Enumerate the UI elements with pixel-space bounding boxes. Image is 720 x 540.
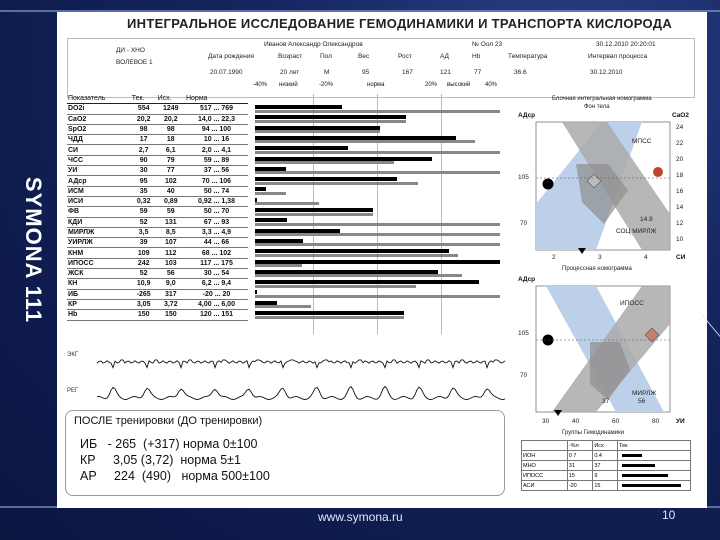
bar-row xyxy=(249,166,505,175)
note-title: ПОСЛЕ тренировки (ДО тренировки) xyxy=(74,415,263,427)
nomogram-2-bottom-title: Группы Гемодинамики xyxy=(562,430,625,436)
patient-header xyxy=(67,38,695,98)
nomogram-2-x-pointer xyxy=(554,410,562,416)
table-row xyxy=(67,289,248,299)
mini-cell-a: -20 xyxy=(567,481,593,491)
header-col-value: 30.12.2010 xyxy=(590,69,623,76)
mini-table-header-cell: Тек xyxy=(618,441,691,451)
bar-current xyxy=(255,105,342,109)
bar-row xyxy=(249,248,505,257)
cell-name: CaO2 xyxy=(67,114,131,124)
bar-current xyxy=(255,177,397,181)
bar-current xyxy=(255,249,449,253)
mini-table-header xyxy=(522,441,691,451)
bar-row xyxy=(249,289,505,298)
mini-cell-bar xyxy=(618,451,691,461)
reg-label: РЕГ xyxy=(67,388,79,394)
mini-cell-b: 15 xyxy=(593,481,618,491)
cell-norm: 120 ... 151 xyxy=(185,310,248,320)
cell-name: ЧСС xyxy=(67,155,131,165)
bar-row xyxy=(249,197,505,206)
table-row xyxy=(67,145,248,155)
mini-cell-b: 37 xyxy=(593,461,618,471)
header-col-value: 20.07.1990 xyxy=(210,69,243,76)
cell-cur: 0,32 xyxy=(131,196,157,206)
cell-base: 102 xyxy=(157,176,185,186)
cell-norm: 94 ... 100 xyxy=(185,124,248,134)
nomogram-1-x-tick: 2 xyxy=(552,254,556,261)
nomogram-1-x-tick: 4 xyxy=(644,254,648,261)
table-row xyxy=(67,258,248,268)
y-tick: 22 xyxy=(676,140,684,147)
bar-current xyxy=(255,311,404,315)
bar-baseline xyxy=(255,295,500,298)
bar-row xyxy=(249,228,505,237)
header-col-value: 167 xyxy=(402,69,413,76)
cell-base: 107 xyxy=(157,238,185,248)
mini-cell-name: ИОН xyxy=(522,451,568,461)
bar-current xyxy=(255,167,286,171)
mini-cell-a: 15 xyxy=(567,471,593,481)
cell-cur: 52 xyxy=(131,217,157,227)
cell-cur: 17 xyxy=(131,135,157,145)
cell-base: 18 xyxy=(157,135,185,145)
cell-norm: 6,2 ... 9,4 xyxy=(185,279,248,289)
cell-name: SpO2 xyxy=(67,124,131,134)
cell-norm: 517 ... 769 xyxy=(185,104,248,114)
note-line-ib: ИБ - 265 (+317) норма 0±100 xyxy=(80,437,258,451)
mini-cell-bar xyxy=(618,461,691,471)
bar-baseline xyxy=(255,264,302,267)
bar-row xyxy=(249,279,505,288)
parameters-table xyxy=(67,94,248,321)
bar-baseline xyxy=(255,285,416,288)
bar-row xyxy=(249,217,505,226)
y-tick: 18 xyxy=(676,172,684,179)
mini-bar xyxy=(622,454,642,457)
cell-name: АДср xyxy=(67,176,131,186)
bar-current xyxy=(255,187,266,191)
table-row xyxy=(67,114,248,124)
cell-name: УИРЛЖ xyxy=(67,238,131,248)
bar-baseline xyxy=(255,254,458,257)
bar-current xyxy=(255,157,432,161)
header-col-label: Температура xyxy=(508,53,548,60)
y-tick: 12 xyxy=(676,220,684,227)
bar-current xyxy=(255,146,348,150)
cell-norm: 44 ... 66 xyxy=(185,238,248,248)
report-datetime: 30.12.2010 20:20:01 xyxy=(596,41,656,48)
table-row xyxy=(67,176,248,186)
bar-row xyxy=(249,145,505,154)
scale-label: 20% xyxy=(425,82,438,88)
mini-cell-a: 0 7 xyxy=(567,451,593,461)
mini-cell-b: 0.4 xyxy=(593,451,618,461)
table-row xyxy=(67,310,248,320)
nomogram-2-x-tick: 30 xyxy=(542,418,550,425)
cell-name: ЖСК xyxy=(67,269,131,279)
mini-cell-bar xyxy=(618,481,691,491)
scale-label: низкий xyxy=(279,82,298,88)
table-row xyxy=(67,217,248,227)
header-col-value: 121 xyxy=(440,69,451,76)
bar-current xyxy=(255,218,287,222)
mini-table-row xyxy=(522,451,691,461)
bar-current xyxy=(255,136,456,140)
side-title-text: SYMONA 111 xyxy=(21,176,47,324)
header-col-label: Пол xyxy=(320,53,332,60)
cell-norm: 4,00 ... 6,00 xyxy=(185,299,248,309)
table-row xyxy=(67,124,248,134)
cell-cur: 52 xyxy=(131,269,157,279)
ecg-line xyxy=(97,360,505,368)
cell-norm: -20 ... 20 xyxy=(185,289,248,299)
table-row xyxy=(67,207,248,217)
header-col-label: Возраст xyxy=(278,53,303,60)
cell-name: КДИ xyxy=(67,217,131,227)
table-row xyxy=(67,155,248,165)
nomogram-2-y-label: АДср xyxy=(518,276,536,283)
cell-norm: 2,0 ... 4,1 xyxy=(185,145,248,155)
y-tick: 20 xyxy=(676,156,684,163)
nomogram-1-marker-value: 105 xyxy=(518,174,529,181)
nomogram-1-point-current xyxy=(543,179,554,190)
bar-row xyxy=(249,125,505,134)
cell-base: 59 xyxy=(157,207,185,217)
y-tick: 14 xyxy=(676,204,684,211)
cell-name: КН xyxy=(67,279,131,289)
cell-base: 103 xyxy=(157,258,185,268)
cell-base: 3,72 xyxy=(157,299,185,309)
bar-baseline xyxy=(255,130,380,133)
bar-row xyxy=(249,310,505,319)
summary-note xyxy=(65,410,505,496)
cell-name: ЧДД xyxy=(67,135,131,145)
cell-cur: 242 xyxy=(131,258,157,268)
record-number: № Оол 23 xyxy=(472,41,503,48)
table-row xyxy=(67,196,248,206)
cell-base: 0,89 xyxy=(157,196,185,206)
mini-bar xyxy=(622,464,655,467)
ecg-label: ЭКГ xyxy=(67,352,79,358)
scale-label: норма xyxy=(367,82,385,88)
cell-norm: 50 ... 74 xyxy=(185,186,248,196)
page-number: 10 xyxy=(662,508,676,522)
bar-current xyxy=(255,280,479,284)
bar-current xyxy=(255,260,500,264)
header-col-label: АД xyxy=(440,53,449,60)
side-title xyxy=(16,150,50,350)
mini-bar xyxy=(622,484,681,487)
table-row xyxy=(67,227,248,237)
cell-cur: 30 xyxy=(131,166,157,176)
cell-name: ИПОСС xyxy=(67,258,131,268)
cell-base: 79 xyxy=(157,155,185,165)
nomogram-2-x-label: УИ xyxy=(676,418,685,425)
cell-norm: 37 ... 56 xyxy=(185,166,248,176)
mini-table-row xyxy=(522,471,691,481)
y-tick: 24 xyxy=(676,124,684,131)
cell-cur: 59 xyxy=(131,207,157,217)
cell-base: 40 xyxy=(157,186,185,196)
cell-cur: -265 xyxy=(131,289,157,299)
cell-base: 112 xyxy=(157,248,185,258)
cell-base: 20,2 xyxy=(157,114,185,124)
cell-name: DO2i xyxy=(67,104,131,114)
table-header-row xyxy=(67,94,248,104)
mini-cell-a: 31 xyxy=(567,461,593,471)
cell-name: КНМ xyxy=(67,248,131,258)
nomogram-panel xyxy=(512,94,702,502)
nomogram-graphics xyxy=(512,94,702,424)
nomogram-2-marker-value: 105 xyxy=(518,330,529,337)
nomogram-1-region-2: СОЦ МИРЛЖ xyxy=(616,228,657,235)
table-row xyxy=(67,248,248,258)
cell-norm: 0,92 ... 1,38 xyxy=(185,196,248,206)
mini-table-row xyxy=(522,461,691,471)
cell-base: 98 xyxy=(157,124,185,134)
nomogram-1-marker-red xyxy=(653,167,663,177)
scale-label: высокий xyxy=(447,82,471,88)
bar-baseline xyxy=(255,182,418,185)
header-col-value: 95 xyxy=(362,69,370,76)
cell-cur: 109 xyxy=(131,248,157,258)
note-line-ar: АР 224 (490) норма 500±100 xyxy=(80,469,270,483)
bar-baseline xyxy=(255,274,462,277)
nomogram-2-x-tick: 60 xyxy=(612,418,620,425)
nomogram-1-subtitle: Фон тела xyxy=(584,104,610,110)
bar-baseline xyxy=(255,202,319,205)
nomogram-1-tick-a: 70 xyxy=(520,220,528,227)
bar-row xyxy=(249,156,505,165)
cell-name: МИРЛЖ xyxy=(67,227,131,237)
table-header: Показатель xyxy=(67,94,131,104)
table-row xyxy=(67,186,248,196)
mini-table-header-cell xyxy=(522,441,568,451)
nomogram-1-region-1: МПСС xyxy=(632,138,652,145)
bar-baseline xyxy=(255,243,500,246)
bar-baseline xyxy=(255,223,500,226)
bar-current xyxy=(255,301,277,305)
report-sheet xyxy=(57,12,707,508)
cell-base: 6,1 xyxy=(157,145,185,155)
cell-cur: 3,5 xyxy=(131,227,157,237)
bar-baseline xyxy=(255,161,394,164)
mini-cell-b: 9 xyxy=(593,471,618,481)
bar-row xyxy=(249,269,505,278)
header-col-label: Вес xyxy=(358,53,370,60)
cell-base: 77 xyxy=(157,166,185,176)
cell-norm: 50 ... 70 xyxy=(185,207,248,217)
cell-cur: 98 xyxy=(131,124,157,134)
header-col-label: Hb xyxy=(472,53,481,60)
mini-table-header-cell: -%л xyxy=(567,441,593,451)
table-row xyxy=(67,104,248,114)
nomogram-2-tick-b: 56 xyxy=(638,398,646,405)
cell-base: 150 xyxy=(157,310,185,320)
bar-baseline xyxy=(255,120,406,123)
cell-base: 1249 xyxy=(157,104,185,114)
y-tick: 16 xyxy=(676,188,684,195)
cell-base: 317 xyxy=(157,289,185,299)
cell-base: 56 xyxy=(157,269,185,279)
mini-cell-name: МНО xyxy=(522,461,568,471)
table-row xyxy=(67,299,248,309)
bar-row xyxy=(249,238,505,247)
table-header: Норма xyxy=(185,94,248,104)
bar-row xyxy=(249,207,505,216)
nomogram-1-title: Блочная интегральная номограмма xyxy=(552,96,652,102)
nomogram-1-y2-label: CaO2 xyxy=(672,112,689,119)
cell-cur: 3,05 xyxy=(131,299,157,309)
nomogram-2-x-tick: 40 xyxy=(572,418,580,425)
scale-label: -20% xyxy=(319,82,334,88)
header-label-2: ВОЛЕВОЕ 1 xyxy=(116,59,153,66)
cell-cur: 39 xyxy=(131,238,157,248)
bar-baseline xyxy=(255,192,286,195)
table-row xyxy=(67,238,248,248)
bar-row xyxy=(249,300,505,309)
scale-label: 40% xyxy=(485,82,498,88)
nomogram-2-y-tick: 70 xyxy=(520,372,528,379)
table-header: Исх. xyxy=(157,94,185,104)
mini-bar xyxy=(622,474,668,477)
cell-norm: 30 ... 54 xyxy=(185,269,248,279)
table-header: Тек. xyxy=(131,94,157,104)
mini-table-row xyxy=(522,481,691,491)
bar-current xyxy=(255,290,257,294)
cell-cur: 2,7 xyxy=(131,145,157,155)
cell-cur: 35 xyxy=(131,186,157,196)
ecg-waveform xyxy=(67,338,507,406)
bar-baseline xyxy=(255,171,500,174)
cell-name: УИ xyxy=(67,166,131,176)
bar-row xyxy=(249,186,505,195)
mini-table-header-cell: Исх xyxy=(593,441,618,451)
mini-cell-bar xyxy=(618,471,691,481)
table-row xyxy=(67,279,248,289)
header-col-value: 36.6 xyxy=(514,69,527,76)
header-col-value: М xyxy=(324,69,330,76)
mini-cell-name: ИПОСС xyxy=(522,471,568,481)
cell-name: ФВ xyxy=(67,207,131,217)
patient-name: Иванов Александр Олександров xyxy=(264,41,363,48)
nomogram-2-region-1: ИПОСС xyxy=(620,300,644,307)
scale-label: -40% xyxy=(253,82,268,88)
y-tick: 10 xyxy=(676,236,684,243)
cell-norm: 67 ... 93 xyxy=(185,217,248,227)
bar-baseline xyxy=(255,233,500,236)
bar-baseline xyxy=(255,110,500,113)
nomogram-2-x-tick: 80 xyxy=(652,418,660,425)
bar-current xyxy=(255,208,373,212)
bar-baseline xyxy=(255,316,404,319)
header-col-value: 77 xyxy=(474,69,482,76)
table-row xyxy=(67,269,248,279)
cell-cur: 20,2 xyxy=(131,114,157,124)
cell-name: СИ xyxy=(67,145,131,155)
cell-cur: 150 xyxy=(131,310,157,320)
cell-cur: 95 xyxy=(131,176,157,186)
table-row xyxy=(67,135,248,145)
reg-line xyxy=(97,387,505,400)
cell-norm: 117 ... 175 xyxy=(185,258,248,268)
nomogram-2-title: Процессная номограмма xyxy=(562,266,632,272)
document-title: ИНТЕГРАЛЬНОЕ ИССЛЕДОВАНИЕ ГЕМОДИНАМИКИ И ТРАНСПОРТА КИСЛОРОДА xyxy=(127,16,673,31)
cell-cur: 10,9 xyxy=(131,279,157,289)
nomogram-1-x-label: СИ xyxy=(676,254,686,261)
bar-baseline xyxy=(255,305,311,308)
header-col-label: Интервал процесса xyxy=(588,53,648,60)
cell-name: Hb xyxy=(67,310,131,320)
cell-base: 8,5 xyxy=(157,227,185,237)
bar-row xyxy=(249,114,505,123)
nomogram-1-tick-b: 14.9 xyxy=(640,216,653,223)
cell-norm: 70 ... 106 xyxy=(185,176,248,186)
cell-name: ИСИ xyxy=(67,196,131,206)
bar-current xyxy=(255,270,438,274)
cell-base: 131 xyxy=(157,217,185,227)
header-col-label: Дата рождения xyxy=(208,53,254,60)
nomogram-2-region-2: МИРЛЖ xyxy=(632,390,657,397)
header-col-label: Рост xyxy=(398,53,412,60)
mini-cell-name: АСИ xyxy=(522,481,568,491)
bar-baseline xyxy=(255,213,373,216)
nomogram-1-y-label: АДср xyxy=(518,112,536,119)
cell-norm: 68 ... 102 xyxy=(185,248,248,258)
bar-row xyxy=(249,176,505,185)
table-row xyxy=(67,166,248,176)
cell-norm: 3,3 ... 4,9 xyxy=(185,227,248,237)
bar-row xyxy=(249,259,505,268)
nomogram-1-x-pointer xyxy=(578,248,586,254)
footer-url: www.symona.ru xyxy=(318,510,403,524)
bar-row xyxy=(249,104,505,113)
cell-cur: 90 xyxy=(131,155,157,165)
cell-name: ИСМ xyxy=(67,186,131,196)
bar-current xyxy=(255,229,340,233)
hemodynamic-groups-table xyxy=(521,440,691,491)
nomogram-1-x-tick: 3 xyxy=(598,254,602,261)
bar-row xyxy=(249,135,505,144)
cell-norm: 14,0 ... 22,3 xyxy=(185,114,248,124)
cell-base: 9,0 xyxy=(157,279,185,289)
bar-current xyxy=(255,239,303,243)
bar-current xyxy=(255,198,257,202)
header-label-1: ДИ - ХНО xyxy=(116,47,145,54)
cell-name: КР xyxy=(67,299,131,309)
bar-current xyxy=(255,115,406,119)
cell-norm: 59 ... 89 xyxy=(185,155,248,165)
cell-name: ИБ xyxy=(67,289,131,299)
note-line-kr: КР 3,05 (3,72) норма 5±1 xyxy=(80,453,241,467)
bar-baseline xyxy=(255,151,500,154)
bar-current xyxy=(255,126,380,130)
ecg-traces xyxy=(67,338,507,406)
cell-norm: 10 ... 16 xyxy=(185,135,248,145)
cell-cur: 554 xyxy=(131,104,157,114)
header-col-value: 20 лет xyxy=(280,69,300,76)
deviation-bars xyxy=(249,82,505,334)
nomogram-2-tick-a: 37 xyxy=(602,398,610,405)
bar-baseline xyxy=(255,140,475,143)
